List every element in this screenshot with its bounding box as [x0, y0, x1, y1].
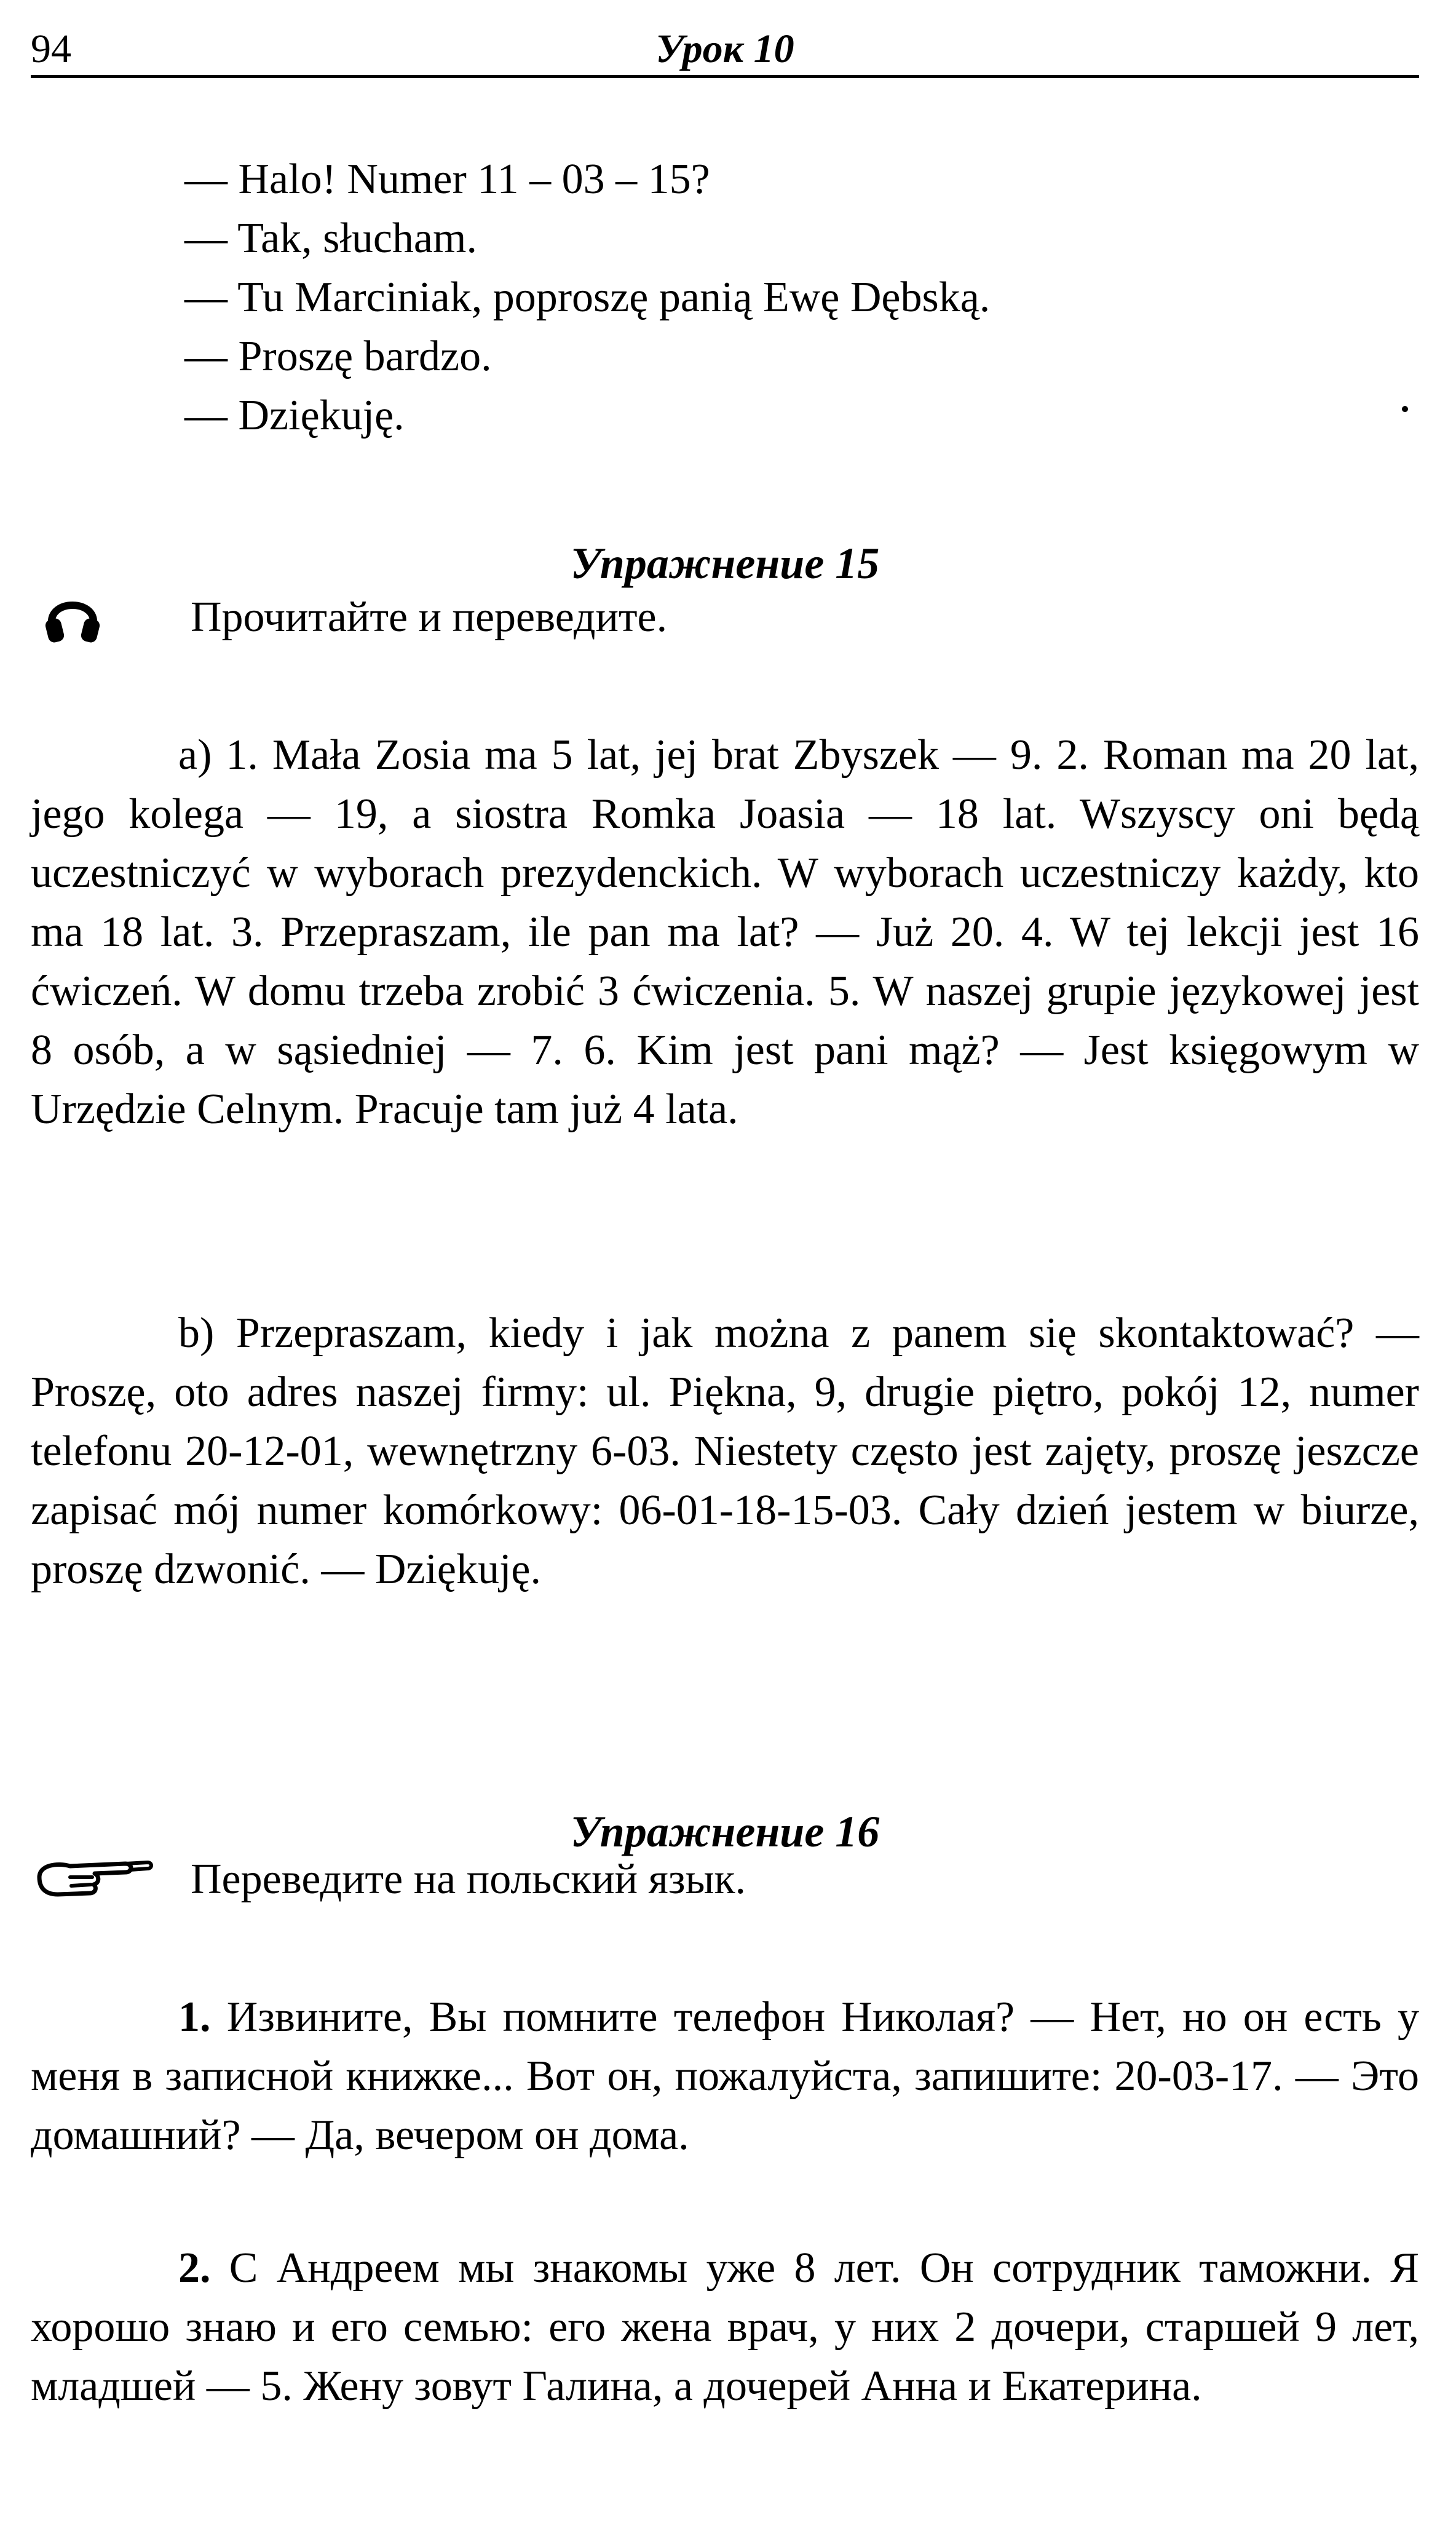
item-text: С Андреем мы знакомы уже 8 лет. Он сотрудник таможни. Я хорошо знаю и его семью: его жена врач, у них 2 дочери, старшей 9 лет, младшей — 5. Жену зовут Галина, а дочерей Анна и Екатерина.	[31, 2244, 1419, 2410]
phone-dialogue	[184, 150, 1353, 445]
dialogue-line: — Dziękuję.	[184, 392, 405, 439]
item-number: 2.	[178, 2244, 211, 2292]
page-header	[31, 23, 1419, 78]
pointing-hand-icon	[33, 1850, 156, 1921]
exercise-15-title: Упражнение 15	[570, 539, 880, 588]
headphones-icon	[43, 586, 102, 661]
part-a-text: a) 1. Mała Zosia ma 5 lat, jej brat Zbyszek — 9. 2. Roman ma 20 lat, jego kolega — 19, a siostra Romka Joasia — 18 lat. Wszyscy oni będą uczestniczyć w wyborach prezydenckich. W wyborach uczestniczy każdy, kto ma 18 lat. 3. Przepraszam, ile pan ma lat? — Już 20. 4. W tej lekcji jest 16 ćwiczeń. W domu trzeba zrobić 3 ćwiczenia. 5. W naszej grupie językowej jest 8 osób, a w sąsiedniej — 7. 6. Kim jest pani mąż? — Jest księgowym w Urzędzie Celnym. Pracuje tam już 4 lata.	[31, 731, 1419, 1133]
dialogue-line: — Halo! Numer 11 – 03 – 15?	[184, 156, 710, 203]
dialogue-line: — Tu Marciniak, poproszę panią Ewę Dębską.	[184, 274, 991, 321]
exercise-15-instruction: Прочитайте и переведите.	[191, 594, 668, 641]
page-number: 94	[31, 26, 71, 71]
item-number: 1.	[178, 1993, 211, 2041]
exercise-16-title: Упражнение 16	[570, 1807, 880, 1856]
part-b-text: b) Przepraszam, kiedy i jak można z panem się skontaktować? — Proszę, oto adres naszej firmy: ul. Piękna, 9, drugie piętro, pokój 12, numer telefonu 20-12-01, wewnętrzny 6-03. Niestety często jest zajęty, proszę jeszcze zapisać mój numer komórkowy: 06-01-18-15-03. Cały dzień jestem w biurze, proszę dzwonić. — Dziękuję.	[31, 1309, 1419, 1593]
exercise-16-instruction: Переведите на польский язык.	[191, 1856, 746, 1903]
exercise-16-item-2	[31, 2239, 1419, 2416]
dialogue-line: — Proszę bardzo.	[184, 333, 492, 380]
print-speck	[1402, 406, 1408, 412]
item-text: Извините, Вы помните телефон Николая? — Нет, но он есть у меня в записной книжке... Вот он, пожалуйста, запишите: 20-03-17. — Это домашний? — Да, вечером он дома.	[31, 1993, 1419, 2159]
exercise-15-part-a	[31, 726, 1419, 1139]
dialogue-line: — Tak, słucham.	[184, 215, 477, 262]
exercise-15-part-b	[31, 1304, 1419, 1599]
exercise-16-item-1	[31, 1988, 1419, 2165]
running-head: Урок 10	[655, 26, 794, 71]
